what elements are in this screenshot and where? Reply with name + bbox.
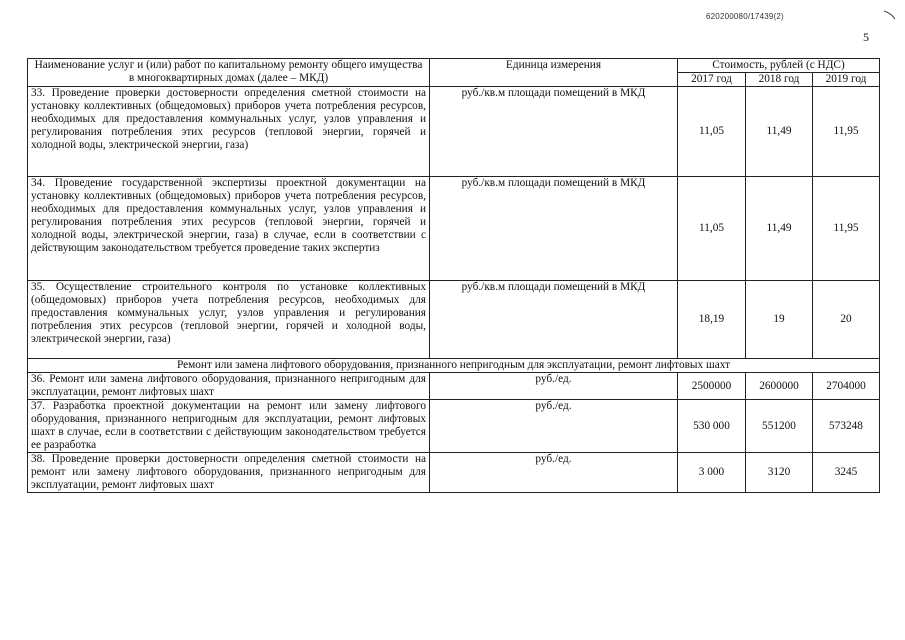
cost-2019: 2704000 (813, 373, 880, 400)
header-cost: Стоимость, рублей (с НДС) (678, 59, 880, 73)
service-name: 33. Проведение проверки достоверности определения сметной стоимости на установку коллективных (общедомовых) приборов учета потребления ресурсов, необходимых для предоставления коммунальных услуг, узлов управления и регулирования потребления этих ресурсов (тепловой энергии, горячей и холодной воды, электрической энергии, газа) (28, 87, 430, 177)
cost-2017: 3 000 (678, 453, 746, 493)
header-year-2018: 2018 год (746, 73, 813, 87)
cost-2017: 2500000 (678, 373, 746, 400)
table-row (28, 400, 880, 453)
table-row (28, 281, 880, 359)
service-unit: руб./ед. (430, 373, 678, 400)
cost-2017: 530 000 (678, 400, 746, 453)
header-unit: Единица измерения (430, 59, 678, 87)
corner-stroke-mark (882, 8, 898, 22)
cost-2019: 11,95 (813, 87, 880, 177)
cost-2018: 11,49 (746, 87, 813, 177)
service-name: 36. Ремонт или замена лифтового оборудования, признанного непригодным для эксплуатации, ремонт лифтовых шахт (28, 373, 430, 400)
cost-2018: 11,49 (746, 177, 813, 281)
cost-2019: 20 (813, 281, 880, 359)
cost-2017: 11,05 (678, 177, 746, 281)
cost-2018: 551200 (746, 400, 813, 453)
table-row (28, 373, 880, 400)
cost-2017: 18,19 (678, 281, 746, 359)
services-cost-table (27, 58, 880, 493)
cost-2018: 19 (746, 281, 813, 359)
cost-2019: 11,95 (813, 177, 880, 281)
table-row (28, 177, 880, 281)
table-row (28, 453, 880, 493)
header-year-2019: 2019 год (813, 73, 880, 87)
cost-2017: 11,05 (678, 87, 746, 177)
header-service-name: Наименование услуг и (или) работ по капитальному ремонту общего имущества в многоквартирных домах (далее – МКД) (28, 59, 430, 87)
cost-2019: 3245 (813, 453, 880, 493)
service-unit: руб./кв.м площади помещений в МКД (430, 177, 678, 281)
service-unit: руб./кв.м площади помещений в МКД (430, 87, 678, 177)
service-name: 34. Проведение государственной экспертизы проектной документации на установку коллективных (общедомовых) приборов учета потребления ресурсов, необходимых для предоставления коммунальных услуг, узлов управления и регулирования потребления этих ресурсов (тепловой энергии, горячей и холодной воды, электрической энергии, газа) в случае, если в соответствии с действующим законодательством требуется проведение таких экспертиз (28, 177, 430, 281)
service-unit: руб./ед. (430, 400, 678, 453)
service-name: 38. Проведение проверки достоверности определения сметной стоимости на ремонт или замену лифтового оборудования, признанного непригодным для эксплуатации, ремонт лифтовых шахт (28, 453, 430, 493)
document-id: 620200080/17439(2) (706, 12, 784, 21)
service-unit: руб./кв.м площади помещений в МКД (430, 281, 678, 359)
table-row (28, 87, 880, 177)
service-name: 37. Разработка проектной документации на ремонт или замену лифтового оборудования, признанного непригодным для эксплуатации, ремонт лифтовых шахт в случае, если в соответствии с действующим законодательством требуется ее разработка (28, 400, 430, 453)
header-year-2017: 2017 год (678, 73, 746, 87)
cost-2019: 573248 (813, 400, 880, 453)
cost-2018: 2600000 (746, 373, 813, 400)
service-name: 35. Осуществление строительного контроля по установке коллективных (общедомовых) приборов учета потребления ресурсов, необходимых для предоставления коммунальных услуг, узлов управления и регулирования потребления этих ресурсов (тепловой энергии, горячей и холодной воды, электрической энергии, газа) (28, 281, 430, 359)
service-unit: руб./ед. (430, 453, 678, 493)
page-number: 5 (863, 30, 869, 44)
section-row (28, 359, 880, 373)
section-title: Ремонт или замена лифтового оборудования, признанного непригодным для эксплуатации, ремонт лифтовых шахт (28, 359, 880, 373)
cost-2018: 3120 (746, 453, 813, 493)
